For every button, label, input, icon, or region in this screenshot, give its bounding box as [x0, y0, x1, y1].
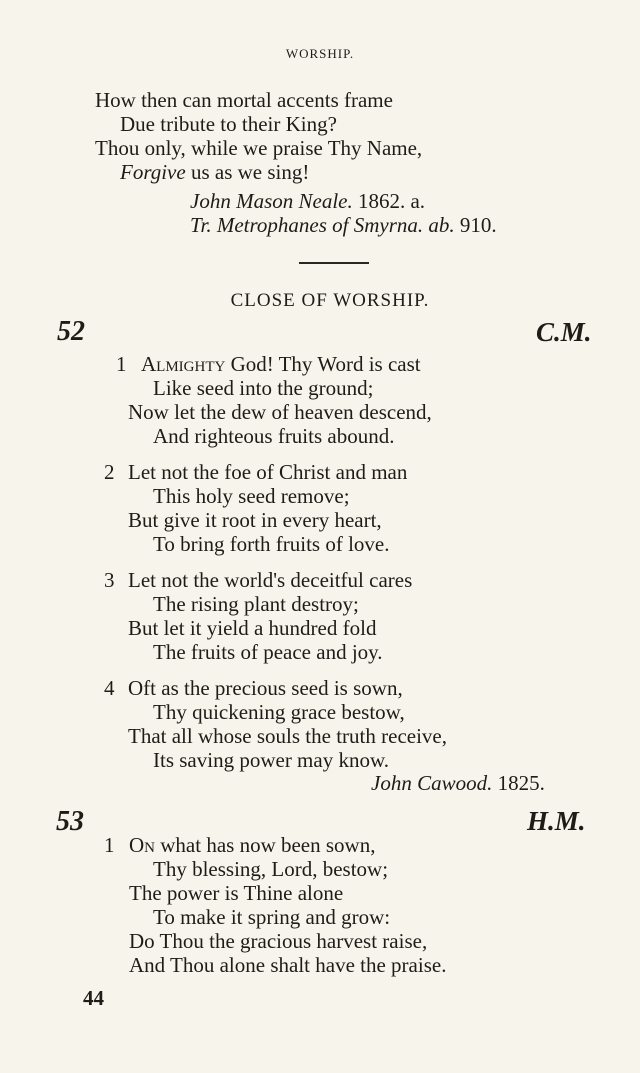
verse-first-word: Almighty — [141, 352, 226, 376]
verse-line: And Thou alone shalt have the praise. — [129, 953, 447, 977]
verse-line: The power is Thine alone — [129, 881, 344, 905]
verse-line: Thy quickening grace bestow, — [153, 700, 405, 724]
verse-line: Let not the foe of Christ and man — [128, 460, 408, 484]
verse-line-rest: God! Thy Word is cast — [225, 352, 421, 376]
verse-line: Like seed into the ground; — [153, 376, 374, 400]
verse-line — [120, 160, 309, 184]
hymn-meter: C.M. — [536, 317, 592, 347]
verse-line: Oft as the precious seed is sown, — [128, 676, 403, 700]
verse-italic-word: Forgive — [120, 160, 186, 184]
verse-line: Thou only, while we praise Thy Name, — [95, 136, 423, 160]
section-divider — [299, 262, 369, 264]
verse-line: Due tribute to their King? — [120, 112, 337, 136]
verse-line: The rising plant destroy; — [153, 592, 359, 616]
attribution — [371, 771, 545, 795]
verse-line: This holy seed remove; — [153, 484, 350, 508]
verse-line — [141, 352, 421, 376]
verse-number: 4 — [104, 676, 115, 700]
verse-line: But give it root in every heart, — [128, 508, 382, 532]
verse-line-rest: what has now been sown, — [155, 833, 376, 857]
verse-line — [129, 833, 375, 857]
hymn-number: 53 — [56, 806, 84, 837]
verse-line: Now let the dew of heaven descend, — [128, 400, 432, 424]
verse-line: Let not the world's deceitful cares — [128, 568, 413, 592]
verse-line: To make it spring and grow: — [153, 905, 391, 929]
hymn-number: 52 — [57, 316, 85, 347]
verse-line: To bring forth fruits of love. — [153, 532, 390, 556]
attribution-author: John Cawood. — [371, 771, 493, 795]
hymn-meter: H.M. — [527, 806, 586, 836]
verse-line: Thy blessing, Lord, bestow; — [153, 857, 389, 881]
verse-line: And righteous fruits abound. — [153, 424, 395, 448]
verse-line: Do Thou the gracious harvest raise, — [129, 929, 428, 953]
verse-first-word: On — [129, 833, 155, 857]
verse-line-rest: us as we sing! — [185, 160, 310, 184]
verse-line: That all whose souls the truth receive, — [128, 724, 447, 748]
verse-number: 3 — [104, 568, 115, 592]
attribution-author: John Mason Neale. — [190, 189, 353, 213]
attribution-year: 910. — [454, 213, 497, 237]
section-title: CLOSE OF WORSHIP. — [230, 290, 430, 311]
attribution-year: 1862. a. — [352, 189, 426, 213]
running-header: WORSHIP. — [285, 46, 355, 61]
verse-line: Its saving power may know. — [153, 748, 390, 772]
verse-line: But let it yield a hundred fold — [128, 616, 377, 640]
page-number: 44 — [83, 986, 104, 1010]
attribution-year: 1825. — [492, 771, 545, 795]
attribution — [190, 213, 497, 237]
verse-line: The fruits of peace and joy. — [153, 640, 383, 664]
verse-line: How then can mortal accents frame — [95, 88, 393, 112]
attribution-author: Tr. Metrophanes of Smyrna. ab. — [190, 213, 455, 237]
verse-number: 2 — [104, 460, 115, 484]
verse-number: 1 — [104, 833, 115, 857]
attribution — [190, 189, 425, 213]
verse-number: 1 — [116, 352, 127, 376]
